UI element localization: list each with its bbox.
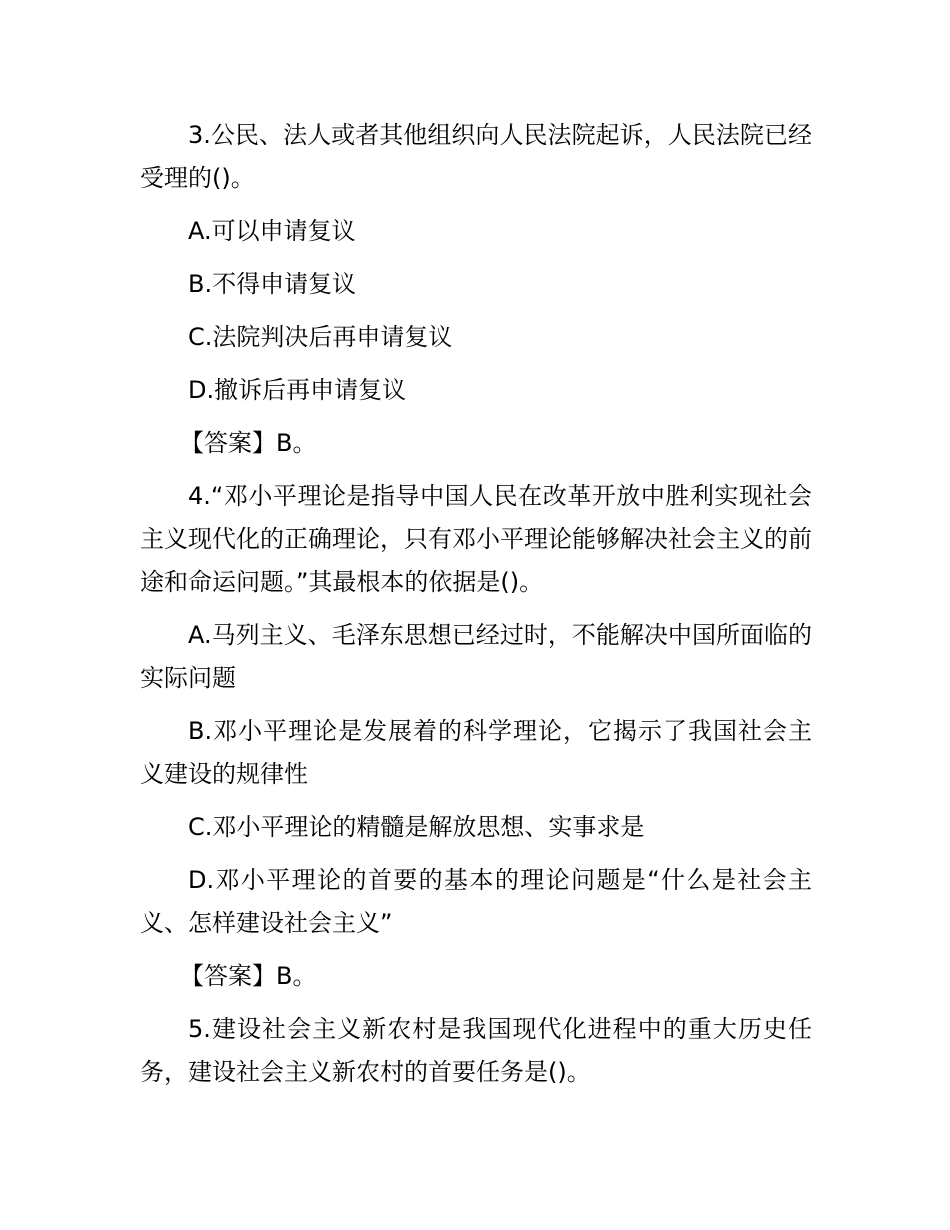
question-3-option-d: D.撤诉后再申请复议 [188,376,407,404]
question-3-option-b: B.不得申请复议 [188,270,357,298]
question-4-option-d: D.邓小平理论的首要的基本的理论问题是“什么是社会主义、怎样建设社会主义” [140,866,812,937]
question-3-option-a: A.可以申请复议 [188,217,356,245]
question-4-answer: 【答案】B。 [180,962,317,990]
question-4-stem: 4.“邓小平理论是指导中国人民在改革开放中胜利实现社会主义现代化的正确理论，只有邓小平理论能够解决社会主义的前途和命运问题。”其最根本的依据是()。 [140,482,812,596]
document-page [140,114,812,1104]
question-4-option-b: B.邓小平理论是发展着的科学理论，它揭示了我国社会主义建设的规律性 [140,717,812,788]
question-4-option-c: C.邓小平理论的精髓是解放思想、实事求是 [188,813,645,841]
question-3-option-c: C.法院判决后再申请复议 [188,323,453,351]
question-3-stem: 3.公民、法人或者其他组织向人民法院起诉，人民法院已经受理的()。 [140,121,812,192]
question-5-stem: 5.建设社会主义新农村是我国现代化进程中的重大历史任务，建设社会主义新农村的首要任务是()。 [140,1015,812,1086]
question-3-answer: 【答案】B。 [180,429,317,457]
question-4-option-a: A.马列主义、毛泽东思想已经过时，不能解决中国所面临的实际问题 [140,621,812,692]
